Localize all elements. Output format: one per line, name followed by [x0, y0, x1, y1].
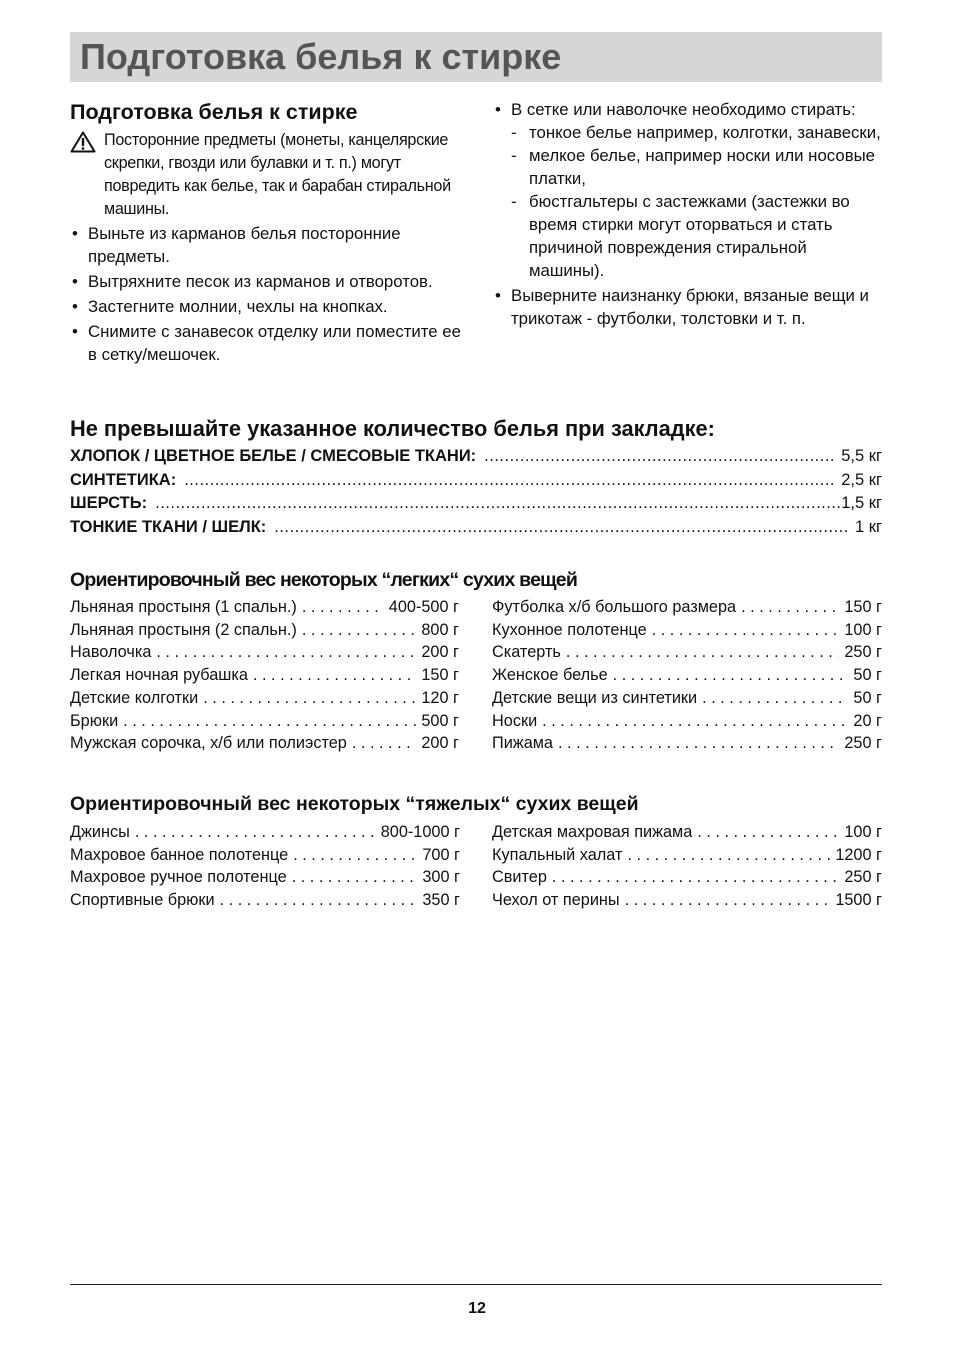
- limit-label: СИНТЕТИКА:: [70, 470, 177, 489]
- heavy-items-right: [492, 821, 882, 912]
- item-name: Детские вещи из синтетики: [492, 688, 698, 707]
- item-name: Махровое банное полотенце: [70, 845, 289, 864]
- dot-leader: [625, 889, 831, 912]
- item-name: Льняная простыня (2 спальн.): [70, 620, 297, 639]
- table-row: [492, 866, 882, 889]
- dot-leader: [253, 664, 416, 687]
- item-name: Брюки: [70, 711, 119, 730]
- item-name: Женское белье: [492, 666, 608, 685]
- dot-leader: [155, 492, 840, 516]
- warning-text: Посторонние предметы (монеты, канцелярские скрепки, гвозди или булавки и т. п.) могут повредить как белье, так и барабан стиральной машины.: [104, 131, 451, 218]
- table-row: [70, 492, 882, 516]
- item-weight: 800 г: [421, 620, 459, 639]
- dot-leader: [302, 596, 384, 619]
- table-row: [492, 844, 882, 867]
- dot-leader: [552, 866, 839, 889]
- dot-leader: [627, 844, 830, 867]
- dot-leader: [293, 844, 417, 867]
- item-weight: 50 г: [853, 688, 882, 707]
- item-name: Детская махровая пижама: [492, 823, 693, 841]
- table-row: [70, 866, 460, 889]
- table-row: [492, 710, 882, 733]
- dot-leader: [135, 821, 376, 844]
- net-items-list: [511, 121, 882, 282]
- list-item: • Снимите с занавесок отделку или поместите ее в сетку/мешочек.: [70, 320, 470, 366]
- table-row: [492, 664, 882, 687]
- item-weight: 200 г: [421, 643, 459, 662]
- limit-label: ШЕРСТЬ:: [70, 494, 148, 512]
- title-bar: [70, 32, 882, 82]
- item-weight: 800-1000 г: [380, 823, 460, 841]
- dot-leader: [566, 641, 839, 664]
- list-item: [493, 98, 882, 282]
- dot-leader: [220, 889, 418, 912]
- dot-leader: [184, 469, 833, 493]
- item-weight: 50 г: [853, 666, 882, 685]
- heavy-items-heading: Ориентировочный вес некоторых “тяжелых“ сухих вещей: [70, 793, 639, 815]
- list-item: - мелкое белье, например носки или носовые платки,: [511, 144, 882, 190]
- dot-leader: [652, 619, 840, 642]
- table-row: [492, 821, 882, 844]
- prep-right-column: [493, 98, 882, 332]
- dot-leader: [352, 732, 417, 755]
- table-row: [70, 641, 459, 664]
- limit-label: ТОНКИЕ ТКАНИ / ШЕЛК:: [70, 517, 267, 536]
- table-row: [70, 889, 460, 912]
- table-row: [70, 619, 459, 642]
- item-name: Чехол от перины: [492, 891, 620, 910]
- item-weight: 400-500 г: [388, 598, 459, 616]
- table-row: [70, 732, 459, 755]
- table-row: [70, 821, 460, 844]
- item-weight: 200 г: [421, 734, 459, 753]
- item-name: Легкая ночная рубашка: [70, 666, 248, 685]
- dot-leader: [484, 445, 833, 469]
- item-weight: 500 г: [421, 711, 459, 730]
- list-item: • Вытряхните песок из карманов и отворотов.: [70, 270, 470, 293]
- item-weight: 250 г: [844, 868, 882, 887]
- item-name: Льняная простыня (1 спальн.): [70, 598, 297, 616]
- list-item: • Выверните наизнанку брюки, вязаные вещи и трикотаж - футболки, толстовки и т. п.: [493, 284, 882, 330]
- item-name: Пижама: [492, 734, 553, 753]
- light-items-left: [70, 596, 459, 755]
- prep-left-column: [70, 98, 470, 368]
- dot-leader: [203, 687, 416, 710]
- item-name: Мужская сорочка, х/б или полиэстер: [70, 734, 347, 753]
- limit-value: 1 кг: [855, 517, 882, 536]
- table-row: [70, 469, 882, 493]
- table-row: [492, 889, 882, 912]
- load-limits-table: [70, 445, 882, 539]
- light-items-heading: Ориентировочный вес некоторых “легких“ сухих вещей: [70, 569, 578, 591]
- dot-leader: [123, 710, 416, 733]
- list-item: • Выньте из карманов белья посторонние предметы.: [70, 222, 470, 268]
- dot-leader: [613, 664, 849, 687]
- warning-triangle-icon: [70, 129, 104, 221]
- item-name: Джинсы: [70, 823, 130, 841]
- limit-value: 1,5 кг: [841, 494, 882, 512]
- item-weight: 120 г: [421, 688, 459, 707]
- footer-divider: [70, 1284, 882, 1285]
- list-item: • Застегните молнии, чехлы на кнопках.: [70, 295, 470, 318]
- table-row: [492, 732, 882, 755]
- limit-label: ХЛОПОК / ЦВЕТНОЕ БЕЛЬЕ / СМЕСОВЫЕ ТКАНИ:: [70, 447, 477, 465]
- light-items-right: [492, 596, 882, 755]
- net-intro: В сетке или наволочке необходимо стирать:: [511, 100, 856, 119]
- list-item: - тонкое белье например, колготки, занавески,: [511, 121, 882, 144]
- dot-leader: [542, 710, 848, 733]
- limits-heading: Не превышайте указанное количество белья при закладке:: [70, 416, 715, 441]
- item-weight: 250 г: [844, 643, 882, 662]
- table-row: [70, 516, 882, 540]
- item-name: Детские колготки: [70, 688, 199, 707]
- item-name: Футболка х/б большого размера: [492, 598, 737, 616]
- item-weight: 250 г: [844, 734, 882, 753]
- table-row: [70, 687, 459, 710]
- page-number: 12: [468, 1300, 486, 1317]
- item-name: Купальный халат: [492, 845, 623, 864]
- table-row: [70, 445, 882, 469]
- item-weight: 150 г: [844, 598, 882, 616]
- prep-bullet-list: [70, 222, 470, 366]
- table-row: [492, 596, 882, 619]
- item-weight: 350 г: [422, 891, 460, 910]
- dot-leader: [741, 596, 839, 619]
- item-weight: 700 г: [422, 845, 460, 864]
- dot-leader: [302, 619, 417, 642]
- dot-leader: [558, 732, 839, 755]
- list-item: - бюстгальтеры с застежками (застежки во время стирки могут оторваться и стать причиной повреждения стиральной машины).: [511, 190, 882, 282]
- net-bullet-list: [493, 98, 882, 330]
- table-row: [492, 687, 882, 710]
- prep-heading: Подготовка белья к стирке: [70, 100, 358, 124]
- item-name: Наволочка: [70, 643, 152, 662]
- table-row: [492, 641, 882, 664]
- item-name: Спортивные брюки: [70, 891, 215, 910]
- table-row: [70, 664, 459, 687]
- table-row: [70, 710, 459, 733]
- heavy-items-left: [70, 821, 460, 912]
- item-weight: 20 г: [853, 711, 882, 730]
- item-name: Скатерть: [492, 643, 561, 662]
- dot-leader: [156, 641, 416, 664]
- item-name: Свитер: [492, 868, 547, 887]
- page-title: Подготовка белья к стирке: [80, 36, 562, 77]
- item-name: Кухонное полотенце: [492, 620, 647, 639]
- item-name: Махровое ручное полотенце: [70, 868, 287, 887]
- item-weight: 1500 г: [835, 891, 882, 910]
- item-weight: 1200 г: [835, 845, 882, 864]
- dot-leader: [702, 687, 848, 710]
- warning-note: [70, 129, 470, 221]
- table-row: [70, 844, 460, 867]
- dot-leader: [274, 516, 847, 540]
- item-weight: 300 г: [422, 868, 460, 887]
- item-name: Носки: [492, 711, 538, 730]
- limit-value: 5,5 кг: [841, 447, 882, 465]
- item-weight: 100 г: [844, 620, 882, 639]
- table-row: [492, 619, 882, 642]
- table-row: [70, 596, 459, 619]
- dot-leader: [292, 866, 418, 889]
- item-weight: 100 г: [844, 823, 882, 841]
- limit-value: 2,5 кг: [841, 470, 882, 489]
- dot-leader: [697, 821, 839, 844]
- item-weight: 150 г: [421, 666, 459, 685]
